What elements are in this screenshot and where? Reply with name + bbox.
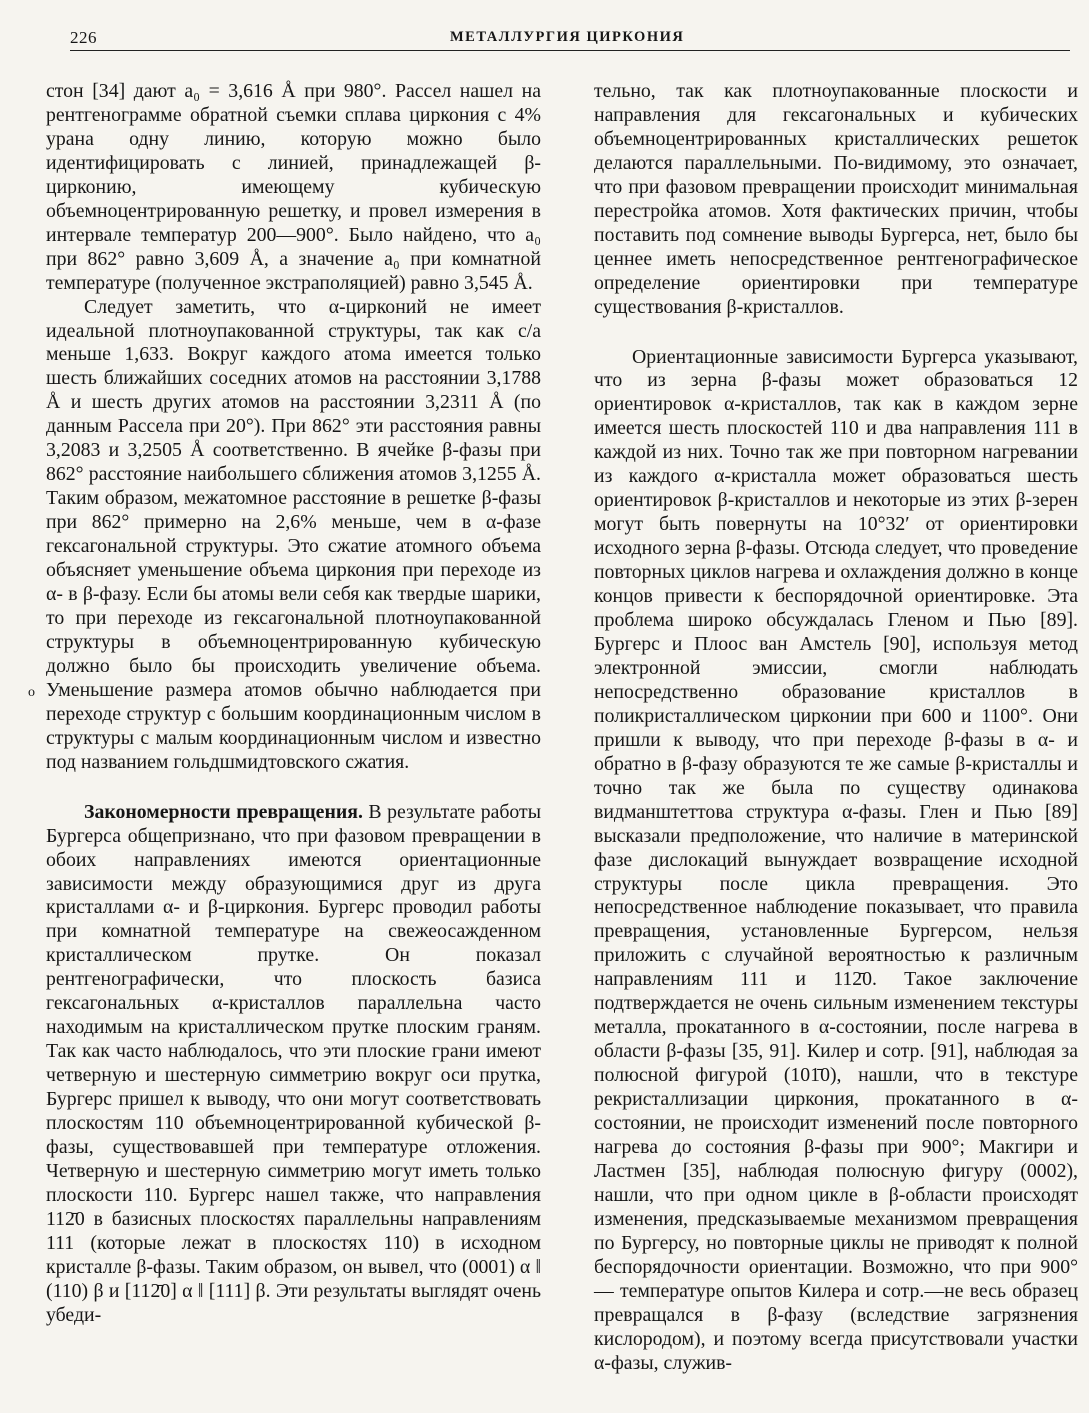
running-title: МЕТАЛЛУРГИЯ ЦИРКОНИЯ bbox=[450, 29, 685, 45]
page-number: 226 bbox=[70, 28, 97, 47]
paragraph-orientation: Ориентационные зависимости Бургерса указывают, что из зерна β-фазы может образоваться 12 ориентировок α-кристаллов, так как в каждом зерне имеется шесть плоскостей 110 и два направления 111 в каждой из них. Точно так же при повторном нагревании из каждого α-кристалла может образоваться шесть ориентировок β-кристаллов и некоторые из этих β-зерен могут быть повернуты на 10°32′ от ориентировки исходного зерна β-фазы. Отсюда следует, что проведение повторных циклов нагрева и охлаждения должно в конце концов привести к беспорядочной ориентировке. Эта проблема широко обсуждалась Гленом и Пью [89]. Бургерс и Плоос ван Амстель [90], используя метод электронной эмиссии, смогли наблюдать непосредственно образование кристаллов в поликристаллическом цирконии при 600 и 1100°. Они пришли к выводу, что при переходе β-фазы в α- и обратно в β-фазу образуются те же самые β-кристаллы и точно так же была по существу одинакова видманштеттова структура α-фазы. Глен и Пью [89] высказали предположение, что наличие в материнской фазе дислокаций вынуждает возвращение исходной структуры после цикла превращения. Это непосредственное наблюдение показывает, что правила превращения, установленные Бургерсом, нельзя приложить с случайной вероятностью к различным направлениям 111 и 112̄0. Такое заключение подтверждается не очень сильным изменением текстуры металла, прокатанного в α-состоянии, после нагрева в области β-фазы [35, 91]. Килер и сотр. [91], наблюдая за полюсной фигурой (101̄0), нашли, что в текстуре рекристаллизации циркония, прокатанного в α-состоянии, не происходит изменений после повторного нагрева до состояния β-фазы при 900°; Макгири и Ластмен [35], наблюдая полюсную фигуру (0002), нашли, что при одном цикле в β-области происходят изменения, предсказываемые механизмом превращения по Бургерсу, но повторные циклы не приводят к полной беспорядочности ориентации. Возможно, что при 900° — температуре опытов Килера и сотр.—не весь образец превращался в β-фазу (вследствие загрязнения кислородом), и поэтому всегда присутствовали участки α-фазы, служив- bbox=[594, 345, 1078, 1374]
section-run-in-heading: Закономерности превращения. bbox=[84, 800, 363, 823]
paragraph-transformation bbox=[46, 801, 541, 1328]
page-header bbox=[70, 26, 1070, 52]
paragraph-continued: стон [34] дают a₀ = 3,616 Å при 980°. Рассел нашел на рентгенограмме обратной съемки сплава циркония с 4% урана одну линию, которую можно было идентифицировать с линией, принадлежащей β-цирконию, имеющему кубическую объемноцентрированную решетку, и провел измерения в интервале температур 200—900°. Было найдено, что a₀ при 862° равно 3,609 Å, а значение a₀ при комнатной температуре (полученное экстраполяцией) равно 3,545 Å. bbox=[46, 80, 541, 294]
paragraph-continued-right: тельно, так как плотноупакованные плоскости и направления для гексагональных и кубических объемноцентрированных кристаллических решеток делаются параллельными. По-видимому, это означает, что при фазовом превращении происходит минимальная перестройка атомов. Хотя фактических причин, чтобы поставить под сомнение выводы Бургерса, нет, было бы ценнее иметь непосредственное рентгенографическое определение ориентировки при температуре существования β-кристаллов. bbox=[594, 80, 1078, 318]
margin-mark: o bbox=[28, 685, 35, 700]
right-column bbox=[594, 80, 1078, 1376]
paragraph-transformation-text: В результате работы Бургерса общепризнано, что при фазовом превращении в обоих направлениях имеются ориентационные зависимости между образующимися друг из друга кристаллами α- и β-циркония. Бургерс проводил работы при комнатной температуре на свежеосажденном кристаллическом прутке. Он показал рентгенографически, что плоскость базиса гексагональных α-кристаллов параллельна часто находимым на кристаллическом прутке плоским граням. Так как часто наблюдалось, что эти плоские грани имеют четверную и шестерную симметрию вокруг оси прутка, Бургерс пришел к выводу, что они могут соответствовать плоскостям 110 объемноцентрированной кубической β-фазы, существовавшей при температуре отложения. Четверную и шестерную симметрию могут иметь только плоскости 110. Бургерс нашел также, что направления 112̄0 в базисных плоскостях параллельны направлениям 111 (которые лежат в плоскостях 110) в исходном кристалле β-фазы. Таким образом, он вывел, что (0001) α ‖ (110) β и [112̄0] α ‖ [111] β. Эти результаты выглядят очень убеди- bbox=[46, 800, 541, 1326]
header-rule bbox=[70, 50, 1070, 51]
left-column bbox=[46, 80, 541, 1328]
paragraph-atomic-structure: Следует заметить, что α-цирконий не имеет идеальной плотноупакованной структуры, так как c/a меньше 1,633. Вокруг каждого атома имеется только шесть ближайших соседних атомов на расстоянии 3,1788 Å и шесть других атомов на расстоянии 3,2311 Å (по данным Рассела при 20°). При 862° эти расстояния равны 3,2083 и 3,2505 Å соответственно. В ячейке β-фазы при 862° расстояние наибольшего сближения атомов 3,1255 Å. Таким образом, межатомное расстояние в решетке β-фазы при 862° примерно на 2,6% меньше, чем в α-фазе гексагональной структуры. Это сжатие атомного объема объясняет уменьшение объема циркония при переходе из α- в β-фазу. Если бы атомы вели себя как твердые шарики, то при переходе из гексагональной плотноупакованной структуры в объемноцентрированную кубическую должно было бы происходить увеличение объема. Уменьшение размера атомов обычно наблюдается при переходе структур с большим координационным числом в структуры с малым координационным числом и известно под названием гольдшмидтовского сжатия. bbox=[46, 295, 541, 773]
